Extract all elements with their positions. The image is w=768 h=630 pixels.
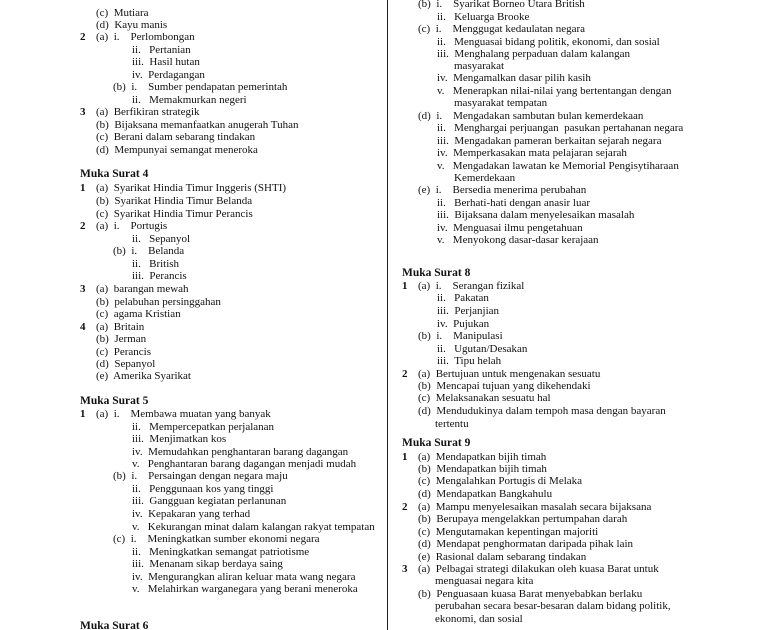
- answer-text: iii. Perancis: [132, 270, 187, 282]
- answer-text: (d) i. Mengadakan sambutan bulan kemerdekaan: [418, 110, 644, 122]
- answer-text: (a) Mampu menyelesaikan masalah secara bijaksana: [418, 501, 652, 513]
- answer-line: [402, 222, 583, 235]
- answer-line: [402, 475, 582, 488]
- answer-line: [402, 418, 469, 431]
- answer-line: [402, 23, 585, 36]
- answer-text: (b) Jerman: [96, 333, 147, 345]
- answer-text: iii. Hasil hutan: [132, 56, 200, 68]
- answer-line: [80, 220, 167, 233]
- answer-line: [402, 343, 527, 356]
- answer-line: [402, 575, 533, 588]
- answer-text: ii. Meningkatkan semangat patriotisme: [132, 546, 310, 558]
- answer-text: iv. Mengamalkan dasar pilih kasih: [437, 72, 591, 84]
- answer-line: [402, 330, 503, 343]
- answer-text: (d) Mendapatkan Bangkahulu: [418, 488, 553, 500]
- answer-line: [80, 119, 299, 132]
- answer-line: [80, 558, 283, 571]
- answer-text: (a) i. Perlombongan: [96, 31, 195, 43]
- answer-line: [80, 81, 287, 94]
- answer-text: (a) Berfikiran strategik: [96, 106, 200, 118]
- answer-line: [402, 526, 598, 539]
- answer-line: [402, 563, 659, 576]
- question-number: 2: [80, 220, 86, 232]
- answer-text: (b) Berupaya mengelakkan pertumpahan darah: [418, 513, 628, 525]
- answer-line: [80, 7, 149, 20]
- answer-line: [80, 571, 355, 584]
- question-number: 1: [402, 451, 408, 463]
- answer-line: [80, 446, 348, 459]
- question-number: 2: [80, 31, 86, 43]
- answer-text: (b) Mencapai tujuan yang dikehendaki: [418, 380, 591, 392]
- answer-line: [80, 370, 191, 383]
- answer-line: [402, 85, 671, 98]
- answer-text: ii. Menguasai bidang politik, ekonomi, dan sosial: [437, 36, 660, 48]
- answer-line: [80, 408, 271, 421]
- answer-line: [402, 48, 630, 61]
- answer-line: [402, 318, 489, 331]
- answer-line: [80, 44, 191, 57]
- question-number: 3: [402, 563, 408, 575]
- answer-text: iv. Pujukan: [437, 318, 490, 330]
- answer-text: (d) Mendudukinya dalam tempoh masa dengan bayaran: [418, 405, 666, 417]
- answer-line: [402, 72, 591, 85]
- section-heading: [80, 168, 148, 181]
- answer-text: (c) Syarikat Hindia Timur Perancis: [96, 208, 253, 220]
- answer-text: (a) i. Portugis: [96, 220, 168, 232]
- answer-text: (c) i. Meningkatkan sumber ekonomi negara: [113, 533, 320, 545]
- answer-text: (c) Mutiara: [96, 7, 149, 19]
- answer-text: v. Mengadakan lawatan ke Memorial Pengisytiharaan: [437, 160, 679, 172]
- answer-text: iii. Gangguan kegiatan perlanunan: [132, 495, 287, 507]
- answer-line: [80, 19, 167, 32]
- answer-text: (a) i. Membawa muatan yang banyak: [96, 408, 271, 420]
- answer-text: iv. Memudahkan penghantaran barang dagangan: [132, 446, 349, 458]
- section-heading: [80, 620, 148, 630]
- question-number: 2: [402, 501, 408, 513]
- answer-text: ii. Menghargai perjuangan pasukan pertahanan negara: [437, 122, 684, 134]
- answer-text: (d) Sepanyol: [96, 358, 156, 370]
- answer-text: masyarakat tempatan: [454, 97, 548, 109]
- answer-text: (b) Bijaksana memanfaatkan anugerah Tuhan: [96, 119, 299, 131]
- answer-line: [80, 69, 205, 82]
- answer-line: [402, 11, 529, 24]
- answer-text: Kemerdekaan: [454, 172, 516, 184]
- answer-text: (b) i. Syarikat Borneo Utara British: [418, 0, 585, 10]
- answer-text: ekonomi, dan sosial: [435, 613, 523, 625]
- answer-text: (a) Bertujuan untuk mengenakan sesuatu: [418, 368, 601, 380]
- answer-line: [402, 147, 627, 160]
- answer-text: (d) Mendapat penghormatan daripada pihak lain: [418, 538, 634, 550]
- answer-line: [80, 245, 184, 258]
- answer-text: (c) Perancis: [96, 346, 151, 358]
- answer-text: (c) Mengalahkan Portugis di Melaka: [418, 475, 583, 487]
- section-heading-text: Muka Surat 6: [80, 620, 149, 630]
- answer-line: [80, 358, 155, 371]
- question-number: 3: [80, 283, 86, 295]
- answer-line: [402, 97, 547, 110]
- answer-text: (b) i. Persaingan dengan negara maju: [113, 470, 288, 482]
- answer-line: [80, 333, 146, 346]
- answer-line: [402, 613, 523, 626]
- answer-text: ii. British: [132, 258, 180, 270]
- answer-line: [402, 36, 660, 49]
- answer-text: v. Melahirkan warganegara yang berani meneroka: [132, 583, 358, 595]
- answer-text: iii. Menghalang perpaduan dalam kalangan: [437, 48, 631, 60]
- answer-line: [402, 305, 499, 318]
- answer-line: [80, 483, 273, 496]
- answer-text: (a) i. Serangan fizikal: [418, 280, 525, 292]
- answer-text: (b) Syarikat Hindia Timur Belanda: [96, 195, 253, 207]
- section-heading-text: Muka Surat 9: [402, 437, 471, 449]
- answer-line: [80, 521, 375, 534]
- answer-text: (a) Britain: [96, 321, 145, 333]
- answer-text: masyarakat: [454, 60, 505, 72]
- answer-line: [402, 0, 585, 11]
- answer-text: (c) agama Kristian: [96, 308, 181, 320]
- answer-text: iii. Tipu helah: [437, 355, 502, 367]
- answer-line: [402, 234, 599, 247]
- answer-line: [402, 538, 633, 551]
- answer-text: iii. Menanam sikap berdaya saing: [132, 558, 283, 570]
- answer-text: (a) Mendapatkan bijih timah: [418, 451, 547, 463]
- answer-line: [80, 321, 144, 334]
- section-heading-text: Muka Surat 8: [402, 267, 471, 279]
- answer-line: [80, 144, 258, 157]
- answer-text: ii. Memakmurkan negeri: [132, 94, 247, 106]
- question-number: 1: [402, 280, 408, 292]
- answer-text: v. Penghantaran barang dagangan menjadi mudah: [132, 458, 357, 470]
- question-number: 2: [402, 368, 408, 380]
- answer-text: (e) Rasional dalam sebarang tindakan: [418, 551, 587, 563]
- answer-text: iv. Perdagangan: [132, 69, 205, 81]
- answer-text: iv. Mengurangkan aliran keluar mata wang negara: [132, 571, 356, 583]
- answer-line: [402, 405, 666, 418]
- answer-line: [402, 600, 671, 613]
- answer-line: [80, 458, 356, 471]
- section-heading-text: Muka Surat 4: [80, 168, 149, 180]
- answer-line: [402, 451, 546, 464]
- answer-text: perubahan secara besar-besaran dalam bidang politik,: [435, 600, 671, 612]
- answer-text: v. Menerapkan nilai-nilai yang bertentangan dengan: [437, 85, 672, 97]
- answer-text: (a) Syarikat Hindia Timur Inggeris (SHTI): [96, 182, 287, 194]
- answer-text: iii. Menjimatkan kos: [132, 433, 227, 445]
- answer-line: [80, 195, 252, 208]
- answer-text: (b) i. Sumber pendapatan pemerintah: [113, 81, 288, 93]
- answer-line: [402, 122, 683, 135]
- answer-line: [402, 135, 661, 148]
- answer-text: (b) i. Manipulasi: [418, 330, 503, 342]
- answer-line: [402, 551, 586, 564]
- answer-text: ii. Berhati-hati dengan anasir luar: [437, 197, 591, 209]
- answer-line: [402, 368, 600, 381]
- answer-text: iii. Perjanjian: [437, 305, 500, 317]
- answer-line: [402, 501, 651, 514]
- question-number: 1: [80, 182, 86, 194]
- answer-line: [402, 513, 627, 526]
- answer-text: v. Menyokong dasar-dasar kerajaan: [437, 234, 599, 246]
- answer-line: [402, 110, 643, 123]
- answer-text: ii. Pakatan: [437, 292, 489, 304]
- answer-line: [80, 233, 190, 246]
- question-number: 4: [80, 321, 86, 333]
- answer-text: (d) Kayu manis: [96, 19, 168, 31]
- answer-line: [80, 283, 189, 296]
- answer-line: [80, 106, 200, 119]
- answer-line: [80, 131, 255, 144]
- answer-text: (c) i. Menggugat kedaulatan negara: [418, 23, 586, 35]
- answer-line: [80, 508, 250, 521]
- answer-text: (d) Mempunyai semangat meneroka: [96, 144, 258, 156]
- answer-text: ii. Sepanyol: [132, 233, 191, 245]
- answer-line: [402, 209, 634, 222]
- answer-line: [80, 296, 221, 309]
- answer-line: [402, 197, 590, 210]
- column-divider: [387, 0, 388, 630]
- question-number: 3: [80, 106, 86, 118]
- answer-line: [402, 60, 504, 73]
- answer-line: [80, 258, 179, 271]
- answer-line: [80, 546, 309, 559]
- answer-text: (b) Penguasaan kuasa Barat menyebabkan berlaku: [418, 588, 643, 600]
- answer-text: ii. Keluarga Brooke: [437, 11, 530, 23]
- answer-line: [402, 355, 501, 368]
- answer-text: (e) Amerika Syarikat: [96, 370, 191, 382]
- answer-text: ii. Pertanian: [132, 44, 191, 56]
- answer-text: (b) i. Belanda: [113, 245, 185, 257]
- section-heading: [402, 267, 470, 280]
- answer-line: [80, 533, 320, 546]
- answer-line: [402, 292, 489, 305]
- answer-text: iii. Bijaksana dalam menyelesaikan masalah: [437, 209, 635, 221]
- answer-text: (e) i. Bersedia menerima perubahan: [418, 184, 587, 196]
- answer-text: iv. Kepakaran yang terhad: [132, 508, 251, 520]
- answer-text: ii. Ugutan/Desakan: [437, 343, 528, 355]
- answer-line: [80, 308, 181, 321]
- answer-line: [80, 421, 274, 434]
- section-heading-text: Muka Surat 5: [80, 395, 149, 407]
- answer-line: [80, 583, 358, 596]
- answer-text: tertentu: [435, 418, 469, 430]
- answer-text: (a) barangan mewah: [96, 283, 189, 295]
- answer-text: ii. Penggunaan kos yang tinggi: [132, 483, 274, 495]
- section-heading: [402, 437, 470, 450]
- answer-text: (c) Melaksanakan sesuatu hal: [418, 392, 551, 404]
- answer-line: [80, 346, 151, 359]
- answer-line: [80, 94, 247, 107]
- answer-text: v. Kekurangan minat dalam kalangan rakyat tempatan: [132, 521, 375, 533]
- answer-line: [402, 463, 547, 476]
- answer-text: iv. Menguasai ilmu pengetahuan: [437, 222, 583, 234]
- answer-text: (b) Mendapatkan bijih timah: [418, 463, 547, 475]
- answer-text: ii. Mempercepatkan perjalanan: [132, 421, 275, 433]
- answer-line: [402, 160, 679, 173]
- answer-text: iv. Memperkasakan mata pelajaran sejarah: [437, 147, 627, 159]
- answer-text: (a) Pelbagai strategi dilakukan oleh kuasa Barat untuk: [418, 563, 659, 575]
- answer-line: [80, 182, 286, 195]
- answer-text: (b) pelabuhan persinggahan: [96, 296, 221, 308]
- answer-line: [80, 495, 286, 508]
- answer-line: [402, 488, 552, 501]
- answer-line: [402, 380, 591, 393]
- answer-line: [402, 588, 642, 601]
- answer-line: [80, 31, 195, 44]
- answer-text: menguasai negara kita: [435, 575, 534, 587]
- answer-line: [80, 433, 226, 446]
- answer-line: [80, 208, 253, 221]
- answer-line: [402, 280, 524, 293]
- answer-line: [402, 184, 586, 197]
- section-heading: [80, 395, 148, 408]
- answer-text: (c) Berani dalam sebarang tindakan: [96, 131, 256, 143]
- answer-text: (c) Mengutamakan kepentingan majoriti: [418, 526, 599, 538]
- answer-line: [402, 392, 551, 405]
- answer-line: [80, 56, 200, 69]
- answer-line: [402, 172, 515, 185]
- answer-text: iii. Mengadakan pameran berkaitan sejarah negara: [437, 135, 662, 147]
- answer-line: [80, 270, 187, 283]
- question-number: 1: [80, 408, 86, 420]
- answer-line: [80, 470, 288, 483]
